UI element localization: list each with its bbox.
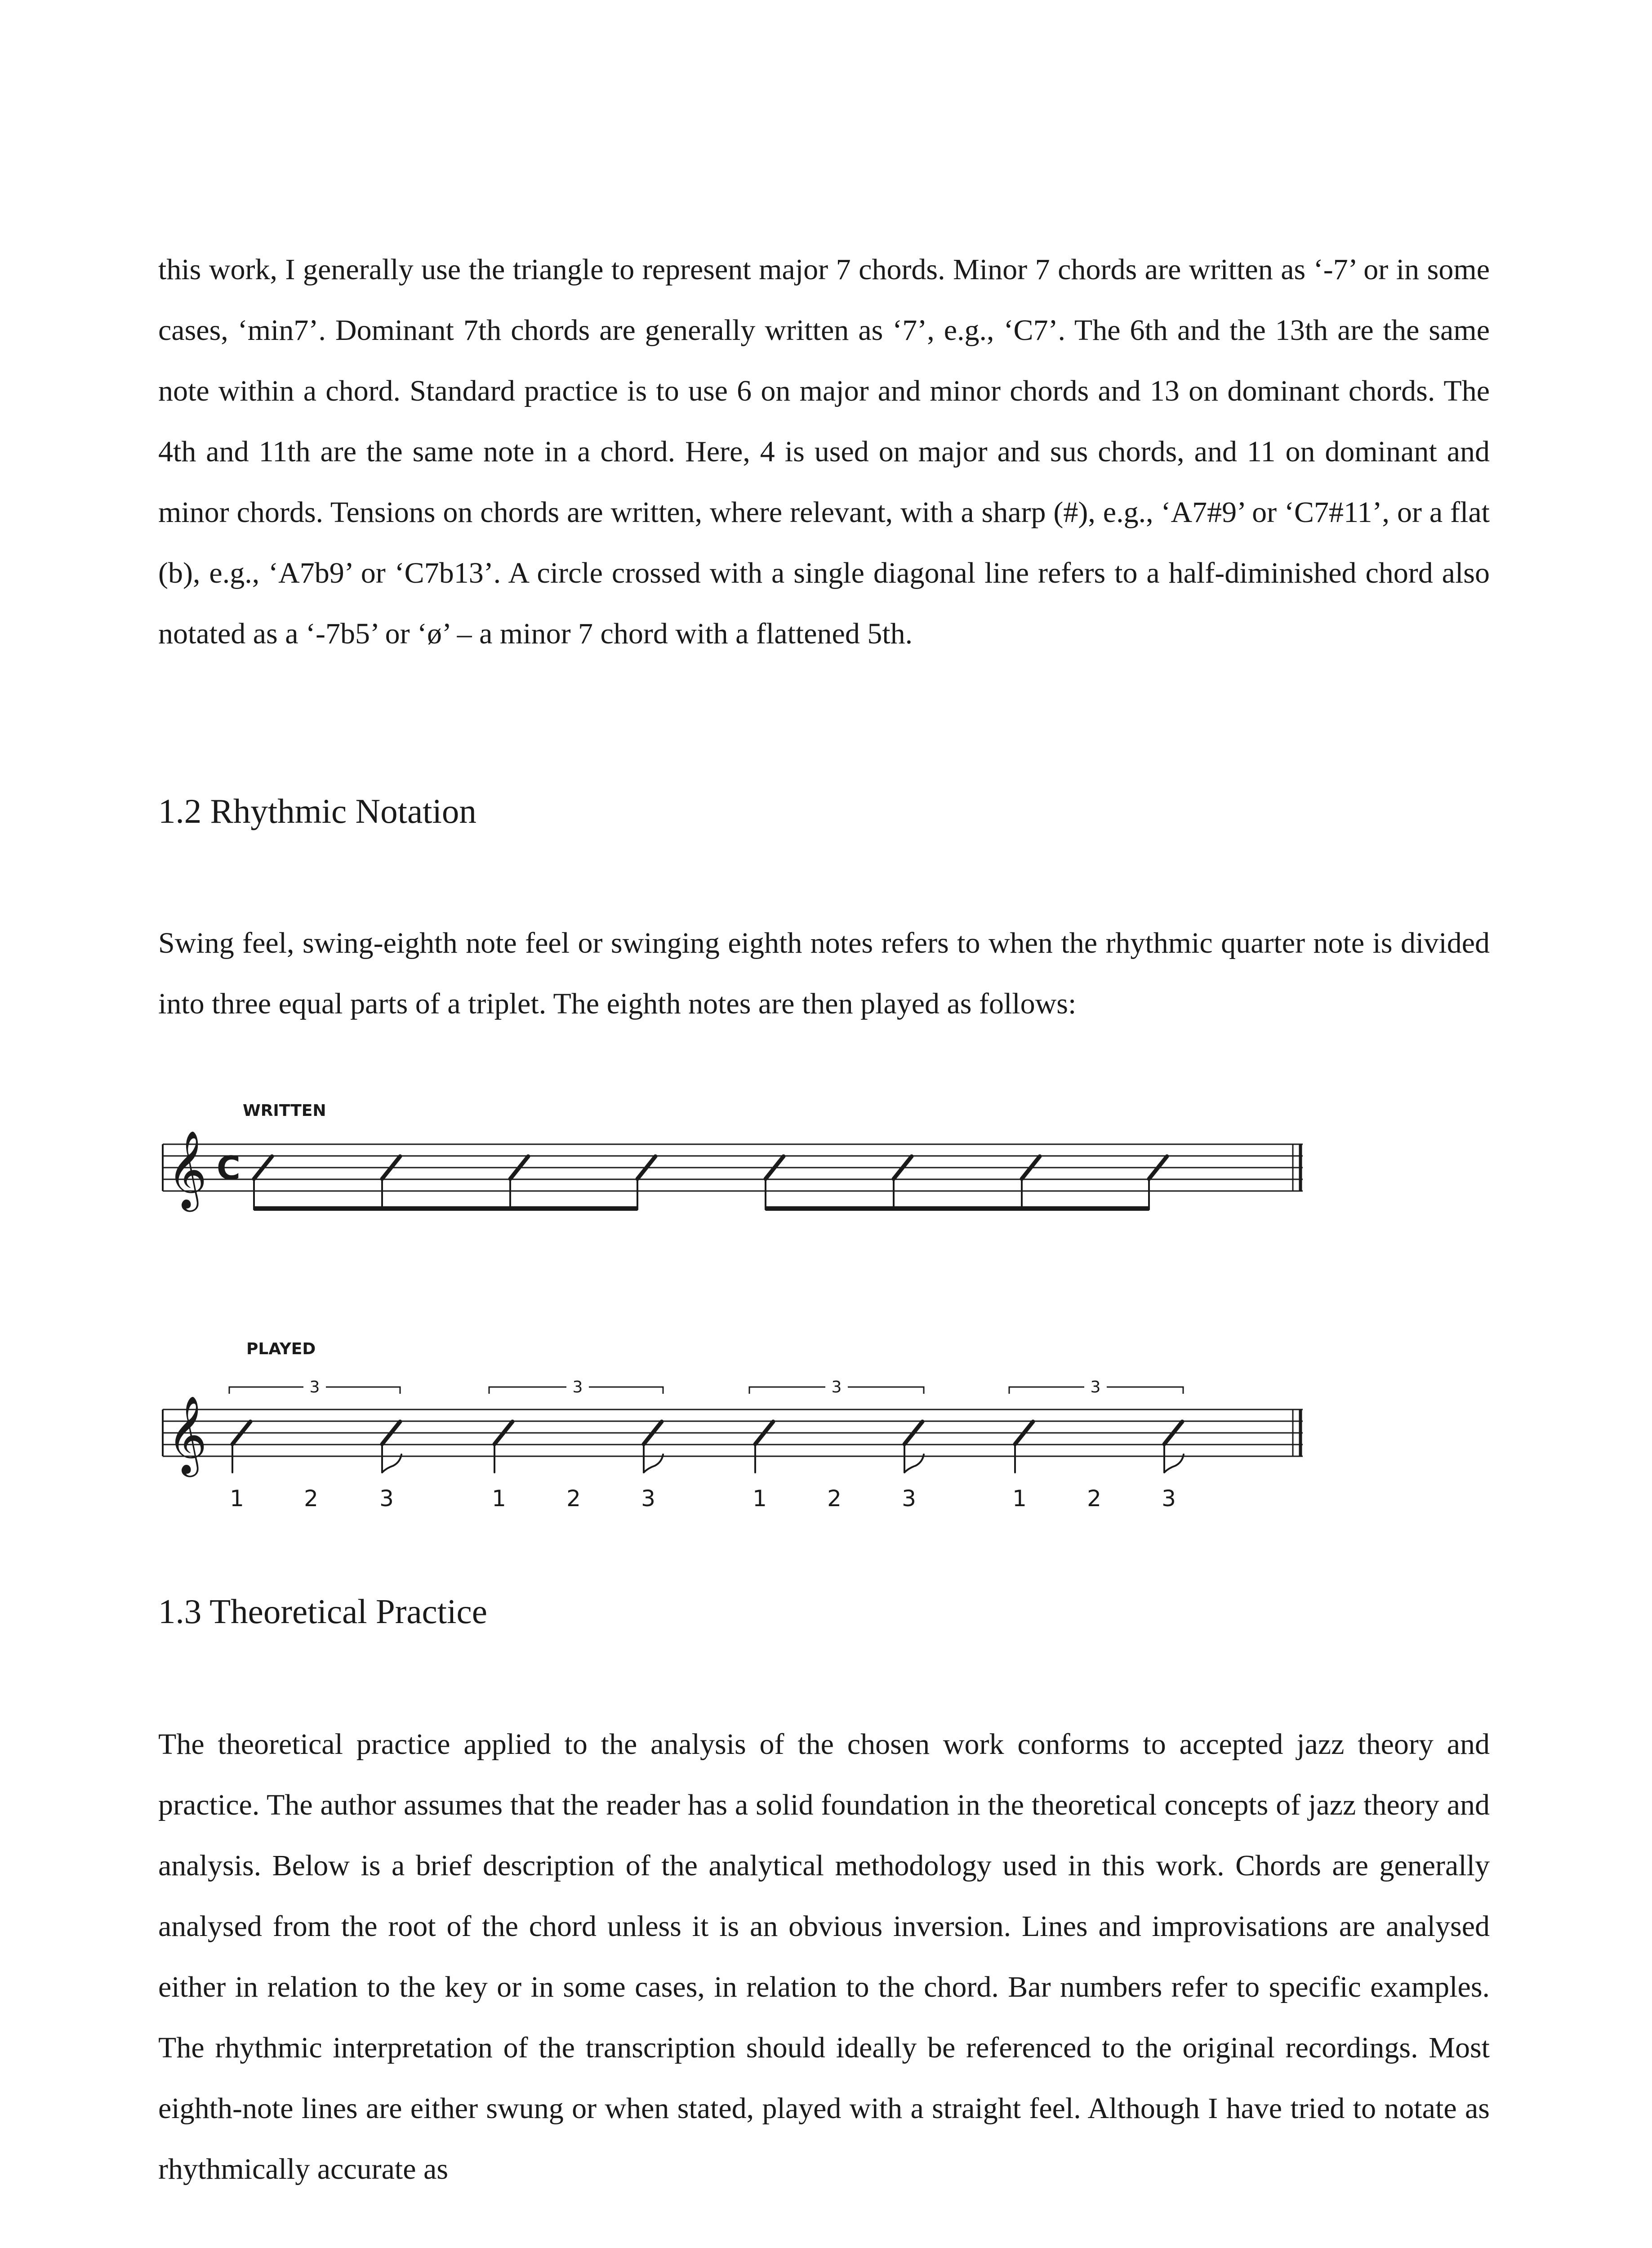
beat-count: 2 [827,1485,842,1512]
tuplet-number: 3 [1090,1378,1101,1396]
section-heading-theoretical-practice: 1.3 Theoretical Practice [158,1592,487,1631]
tuplet-number: 3 [831,1378,842,1396]
written-time-signature: C [217,1149,240,1187]
tuplet-number: 3 [309,1378,320,1396]
played-staff-lines [163,1409,1303,1456]
beat-count: 3 [641,1485,655,1512]
played-quarter-slash-note [232,1422,250,1472]
written-notes [254,1156,1167,1209]
paragraph-chord-notation: this work, I generally use the triangle to represent major 7 chords. Minor 7 chords are written as ‘-7’ or in some cases, ‘min7’. Dominant 7th chords are generally written as ‘7’, e.g., ‘C7’. The 6th and the 13th are the same note within a chord. Standard practice is to use 6 on major and minor chords and 13 on dominant chords. The 4th and 11th are the same note in a chord. Here, 4 is used on major and sus chords, and 11 on dominant and minor chords. Tensions on chords are written, where relevant, with a sharp (#), e.g., ‘A7#9’ or ‘C7#11’, or a flat (b), e.g., ‘A7b9’ or ‘C7b13’. A circle crossed with a single diagonal line refers to a half-diminished chord also notated as a ‘-7b5’ or ‘ø’ – a minor 7 chord with a flattened 5th. [158,253,1490,650]
written-slash-note [894,1156,912,1209]
beat-count: 3 [379,1485,394,1512]
played-label: PLAYED [246,1340,316,1358]
paragraph-theoretical-practice: The theoretical practice applied to the analysis of the chosen work conforms to accepted jazz theory and practice. The author assumes that the reader has a solid foundation in the theoretical concepts of jazz theory and analysis. Below is a brief description of the analytical methodology used in this work. Chords are generally analysed from the root of the chord unless it is an obvious inversion. Lines and improvisations are analysed either in relation to the key or in some cases, in relation to the chord. Bar numbers refer to specific examples. The rhythmic interpretation of the transcription should ideally be referenced to the original recordings. Most eighth-note lines are either swung or when stated, played with a straight feel. Although I have tried to notate as rhythmically accurate as [158,1728,1490,2186]
tuplet-brackets [229,1387,1183,1394]
written-slash-note [637,1156,655,1209]
written-staff-lines [163,1144,1303,1191]
beat-count: 2 [1087,1485,1101,1512]
written-slash-note [510,1156,528,1209]
played-eighth-slash-note [644,1422,663,1472]
beat-counts [230,1485,1176,1512]
written-slash-note [254,1156,272,1209]
written-slash-note [1022,1156,1040,1209]
played-eighth-slash-note [1164,1422,1184,1472]
beat-count: 1 [230,1485,244,1512]
written-slash-note [382,1156,400,1209]
beat-count: 1 [753,1485,767,1512]
written-label: WRITTEN [243,1102,326,1120]
treble-clef-icon: 𝄞 [167,1396,207,1474]
beat-count: 1 [1012,1485,1027,1512]
beat-count: 2 [566,1485,581,1512]
paragraph-swing-feel: Swing feel, swing-eighth note feel or swinging eighth notes refers to when the rhythmic quarter note is divided into three equal parts of a triplet. The eighth notes are then played as follows: [158,927,1490,1020]
played-quarter-slash-note [494,1422,512,1472]
written-notation-example [0,1088,1652,1232]
played-notes [232,1422,1184,1472]
treble-clef-icon: 𝄞 [167,1130,207,1209]
played-eighth-slash-note [904,1422,924,1472]
tuplet-number: 3 [572,1378,583,1396]
played-notation-example [0,1326,1652,1515]
beat-count: 2 [304,1485,318,1512]
beat-count: 1 [492,1485,506,1512]
written-slash-note [1149,1156,1167,1209]
beat-count: 3 [902,1485,916,1512]
played-quarter-slash-note [1015,1422,1033,1472]
beat-count: 3 [1162,1485,1176,1512]
written-slash-note [766,1156,784,1209]
played-quarter-slash-note [755,1422,773,1472]
section-heading-rhythmic-notation: 1.2 Rhythmic Notation [158,792,476,830]
played-eighth-slash-note [382,1422,401,1472]
